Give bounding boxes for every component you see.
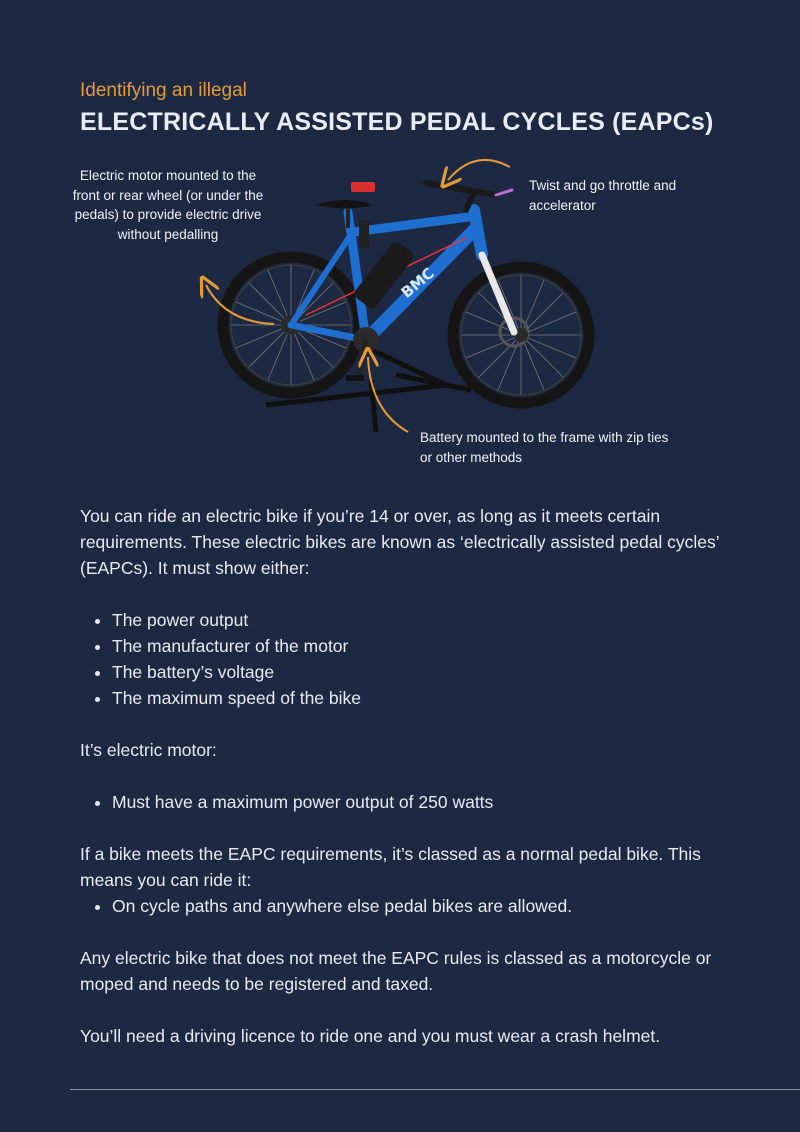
non-compliant-paragraph: Any electric bike that does not meet the EAPC rules is classed as a motorcycle or moped and needs to be registered and taxed.: [80, 948, 712, 994]
list-item: • The manufacturer of the motor: [112, 633, 720, 659]
must-show-list: [80, 607, 720, 711]
licence-paragraph: You’ll need a driving licence to ride one and you must wear a crash helmet.: [80, 1026, 661, 1046]
list-item: • The power output: [112, 607, 720, 633]
list-item: • Must have a maximum power output of 250 watts: [112, 789, 720, 815]
throttle-arrow: [448, 160, 510, 180]
list-item: • On cycle paths and anywhere else pedal bikes are allowed.: [112, 893, 720, 919]
motor-rules-list: [80, 789, 720, 815]
battery-arrow: [368, 357, 408, 432]
frame-logo: BMC: [397, 264, 438, 302]
throttle-callout: Twist and go throttle and accelerator: [529, 178, 677, 213]
motor-arrow: [206, 285, 274, 324]
page-title: ELECTRICALLY ASSISTED PEDAL CYCLES (EAPCs): [80, 108, 714, 136]
classification-list: [80, 893, 720, 919]
kicker: Identifying an illegal: [80, 80, 247, 101]
footer-divider: [70, 1089, 800, 1090]
list-item: • The maximum speed of the bike: [112, 685, 720, 711]
body-text: [80, 503, 720, 1049]
classification-paragraph: If a bike meets the EAPC requirements, it’s classed as a normal pedal bike. This means you can ride it:: [80, 844, 701, 890]
intro-paragraph: You can ride an electric bike if you’re 14 or over, as long as it meets certain requirements. These electric bikes are known as ‘electrically assisted pedal cycles’ (EAPCs). It must show either:: [80, 506, 720, 578]
callout-arrows: [0, 0, 800, 500]
list-item: • The battery’s voltage: [112, 659, 720, 685]
motor-heading: It’s electric motor:: [80, 740, 217, 760]
battery-callout: Battery mounted to the frame with zip ties or other methods: [420, 430, 669, 465]
motor-callout: Electric motor mounted to the front or rear wheel (or under the pedals) to provide electric drive without pedalling: [72, 168, 264, 242]
